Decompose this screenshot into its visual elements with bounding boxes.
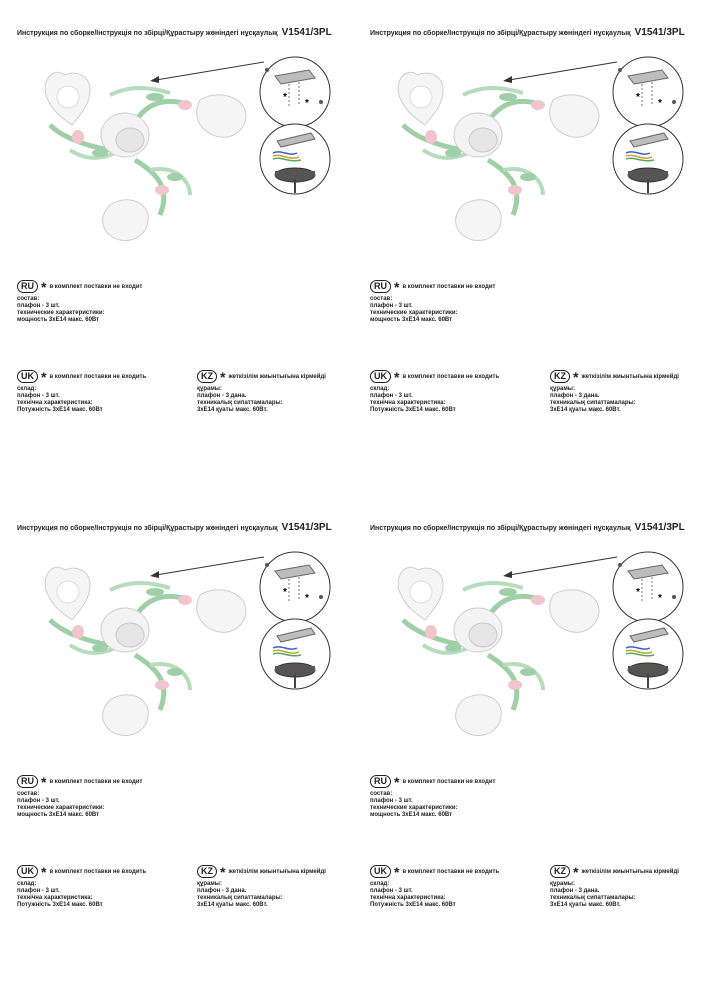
uk-badge: UK [17,865,38,878]
ru-note: в комплект поставки не входит [402,283,496,290]
kz-specs: құрамы: плафон - 3 дана. техникалық сипаттамалары: 3хЕ14 қуаты макс. 60Вт. [550,881,636,908]
pointer-arrow [503,555,618,580]
ru-section [370,280,495,324]
uk-section [370,370,499,414]
sheet-title: Инструкция по сборке/Інструкція по збірці/Құрастыру жөніндегі нұсқаулық V1541/3PL [17,522,332,533]
model-number: V1541/3PL [281,522,332,533]
uk-specs: склад: плафон - 3 шт. технічна характеристика: Потужність 3хЕ14 макс. 60Вт [370,386,456,413]
ru-specs: состав: плафон - 3 шт. технические характеристики: мощность 3хЕ14 макс. 60Вт [370,791,458,818]
ceiling-lamp-illustration [393,560,613,750]
ru-note: в комплект поставки не входит [49,283,143,290]
asterisk-icon: * [41,278,47,295]
ru-specs: состав: плафон - 3 шт. технические характеристики: мощность 3хЕ14 макс. 60Вт [370,296,458,323]
ru-badge: RU [17,775,38,788]
ceiling-lamp-illustration [40,65,260,255]
kz-badge: KZ [197,370,217,383]
asterisk-icon: * [41,863,47,880]
ru-badge: RU [370,280,391,293]
kz-badge: KZ [197,865,217,878]
svg-text:*: * [658,98,662,109]
instruction-sheet [0,495,353,995]
uk-specs: склад: плафон - 3 шт. технічна характеристика: Потужність 3хЕ14 макс. 60Вт [17,386,103,413]
instruction-sheet [0,0,353,500]
uk-badge: UK [17,370,38,383]
ru-specs: состав: плафон - 3 шт. технические характеристики: мощность 3хЕ14 макс. 60Вт [17,296,105,323]
instruction-sheet [353,0,706,500]
uk-note: в комплект поставки не входить [49,868,147,875]
kz-section [197,865,326,909]
uk-specs: склад: плафон - 3 шт. технічна характеристика: Потужність 3хЕ14 макс. 60Вт [370,881,456,908]
ru-badge: RU [370,775,391,788]
kz-specs: құрамы: плафон - 3 дана. техникалық сипаттамалары: 3хЕ14 қуаты макс. 60Вт. [197,881,283,908]
kz-note: жеткізілім жиынтығына кірмейді [581,868,679,875]
model-number: V1541/3PL [634,27,685,38]
model-number: V1541/3PL [634,522,685,533]
asterisk-icon: * [394,863,400,880]
svg-text:*: * [636,587,640,598]
ceiling-lamp-illustration [40,560,260,750]
ru-section [17,775,142,819]
sheet-title: Инструкция по сборке/Інструкція по збірці/Құрастыру жөніндегі нұсқаулық V1541/3PL [370,522,685,533]
ru-specs: состав: плафон - 3 шт. технические характеристики: мощность 3хЕ14 макс. 60Вт [17,791,105,818]
svg-text:*: * [283,92,287,103]
uk-note: в комплект поставки не входить [49,373,147,380]
svg-text:*: * [305,98,309,109]
instruction-sheet [353,495,706,995]
asterisk-icon: * [394,773,400,790]
uk-specs: склад: плафон - 3 шт. технічна характеристика: Потужність 3хЕ14 макс. 60Вт [17,881,103,908]
model-number: V1541/3PL [281,27,332,38]
uk-section [17,370,146,414]
uk-badge: UK [370,370,391,383]
ru-section [17,280,142,324]
wiring-detail [612,618,684,690]
svg-text:*: * [305,593,309,604]
kz-badge: KZ [550,370,570,383]
mounting-bracket-detail [612,56,684,128]
asterisk-icon: * [394,278,400,295]
kz-section [550,865,679,909]
svg-text:*: * [283,587,287,598]
ru-badge: RU [17,280,38,293]
mounting-bracket-detail [612,551,684,623]
kz-specs: құрамы: плафон - 3 дана. техникалық сипаттамалары: 3хЕ14 қуаты макс. 60Вт. [197,386,283,413]
asterisk-icon: * [573,863,579,880]
ceiling-lamp-illustration [393,65,613,255]
wiring-detail [612,123,684,195]
kz-section [197,370,326,414]
pointer-arrow [150,60,265,85]
sheet-title: Инструкция по сборке/Інструкція по збірці/Құрастыру жөніндегі нұсқаулық V1541/3PL [17,27,332,38]
wiring-detail [259,123,331,195]
kz-note: жеткізілім жиынтығына кірмейді [228,868,326,875]
ru-note: в комплект поставки не входит [49,778,143,785]
asterisk-icon: * [41,773,47,790]
uk-section [17,865,146,909]
ru-section [370,775,495,819]
kz-note: жеткізілім жиынтығына кірмейді [581,373,679,380]
asterisk-icon: * [220,863,226,880]
uk-badge: UK [370,865,391,878]
ru-note: в комплект поставки не входит [402,778,496,785]
kz-badge: KZ [550,865,570,878]
kz-section [550,370,679,414]
asterisk-icon: * [41,368,47,385]
pointer-arrow [150,555,265,580]
asterisk-icon: * [394,368,400,385]
uk-section [370,865,499,909]
mounting-bracket-detail [259,551,331,623]
kz-note: жеткізілім жиынтығына кірмейді [228,373,326,380]
mounting-bracket-detail [259,56,331,128]
pointer-arrow [503,60,618,85]
uk-note: в комплект поставки не входить [402,373,500,380]
sheet-title: Инструкция по сборке/Інструкція по збірці/Құрастыру жөніндегі нұсқаулық V1541/3PL [370,27,685,38]
asterisk-icon: * [220,368,226,385]
wiring-detail [259,618,331,690]
kz-specs: құрамы: плафон - 3 дана. техникалық сипаттамалары: 3хЕ14 қуаты макс. 60Вт. [550,386,636,413]
uk-note: в комплект поставки не входить [402,868,500,875]
svg-text:*: * [658,593,662,604]
asterisk-icon: * [573,368,579,385]
svg-text:*: * [636,92,640,103]
